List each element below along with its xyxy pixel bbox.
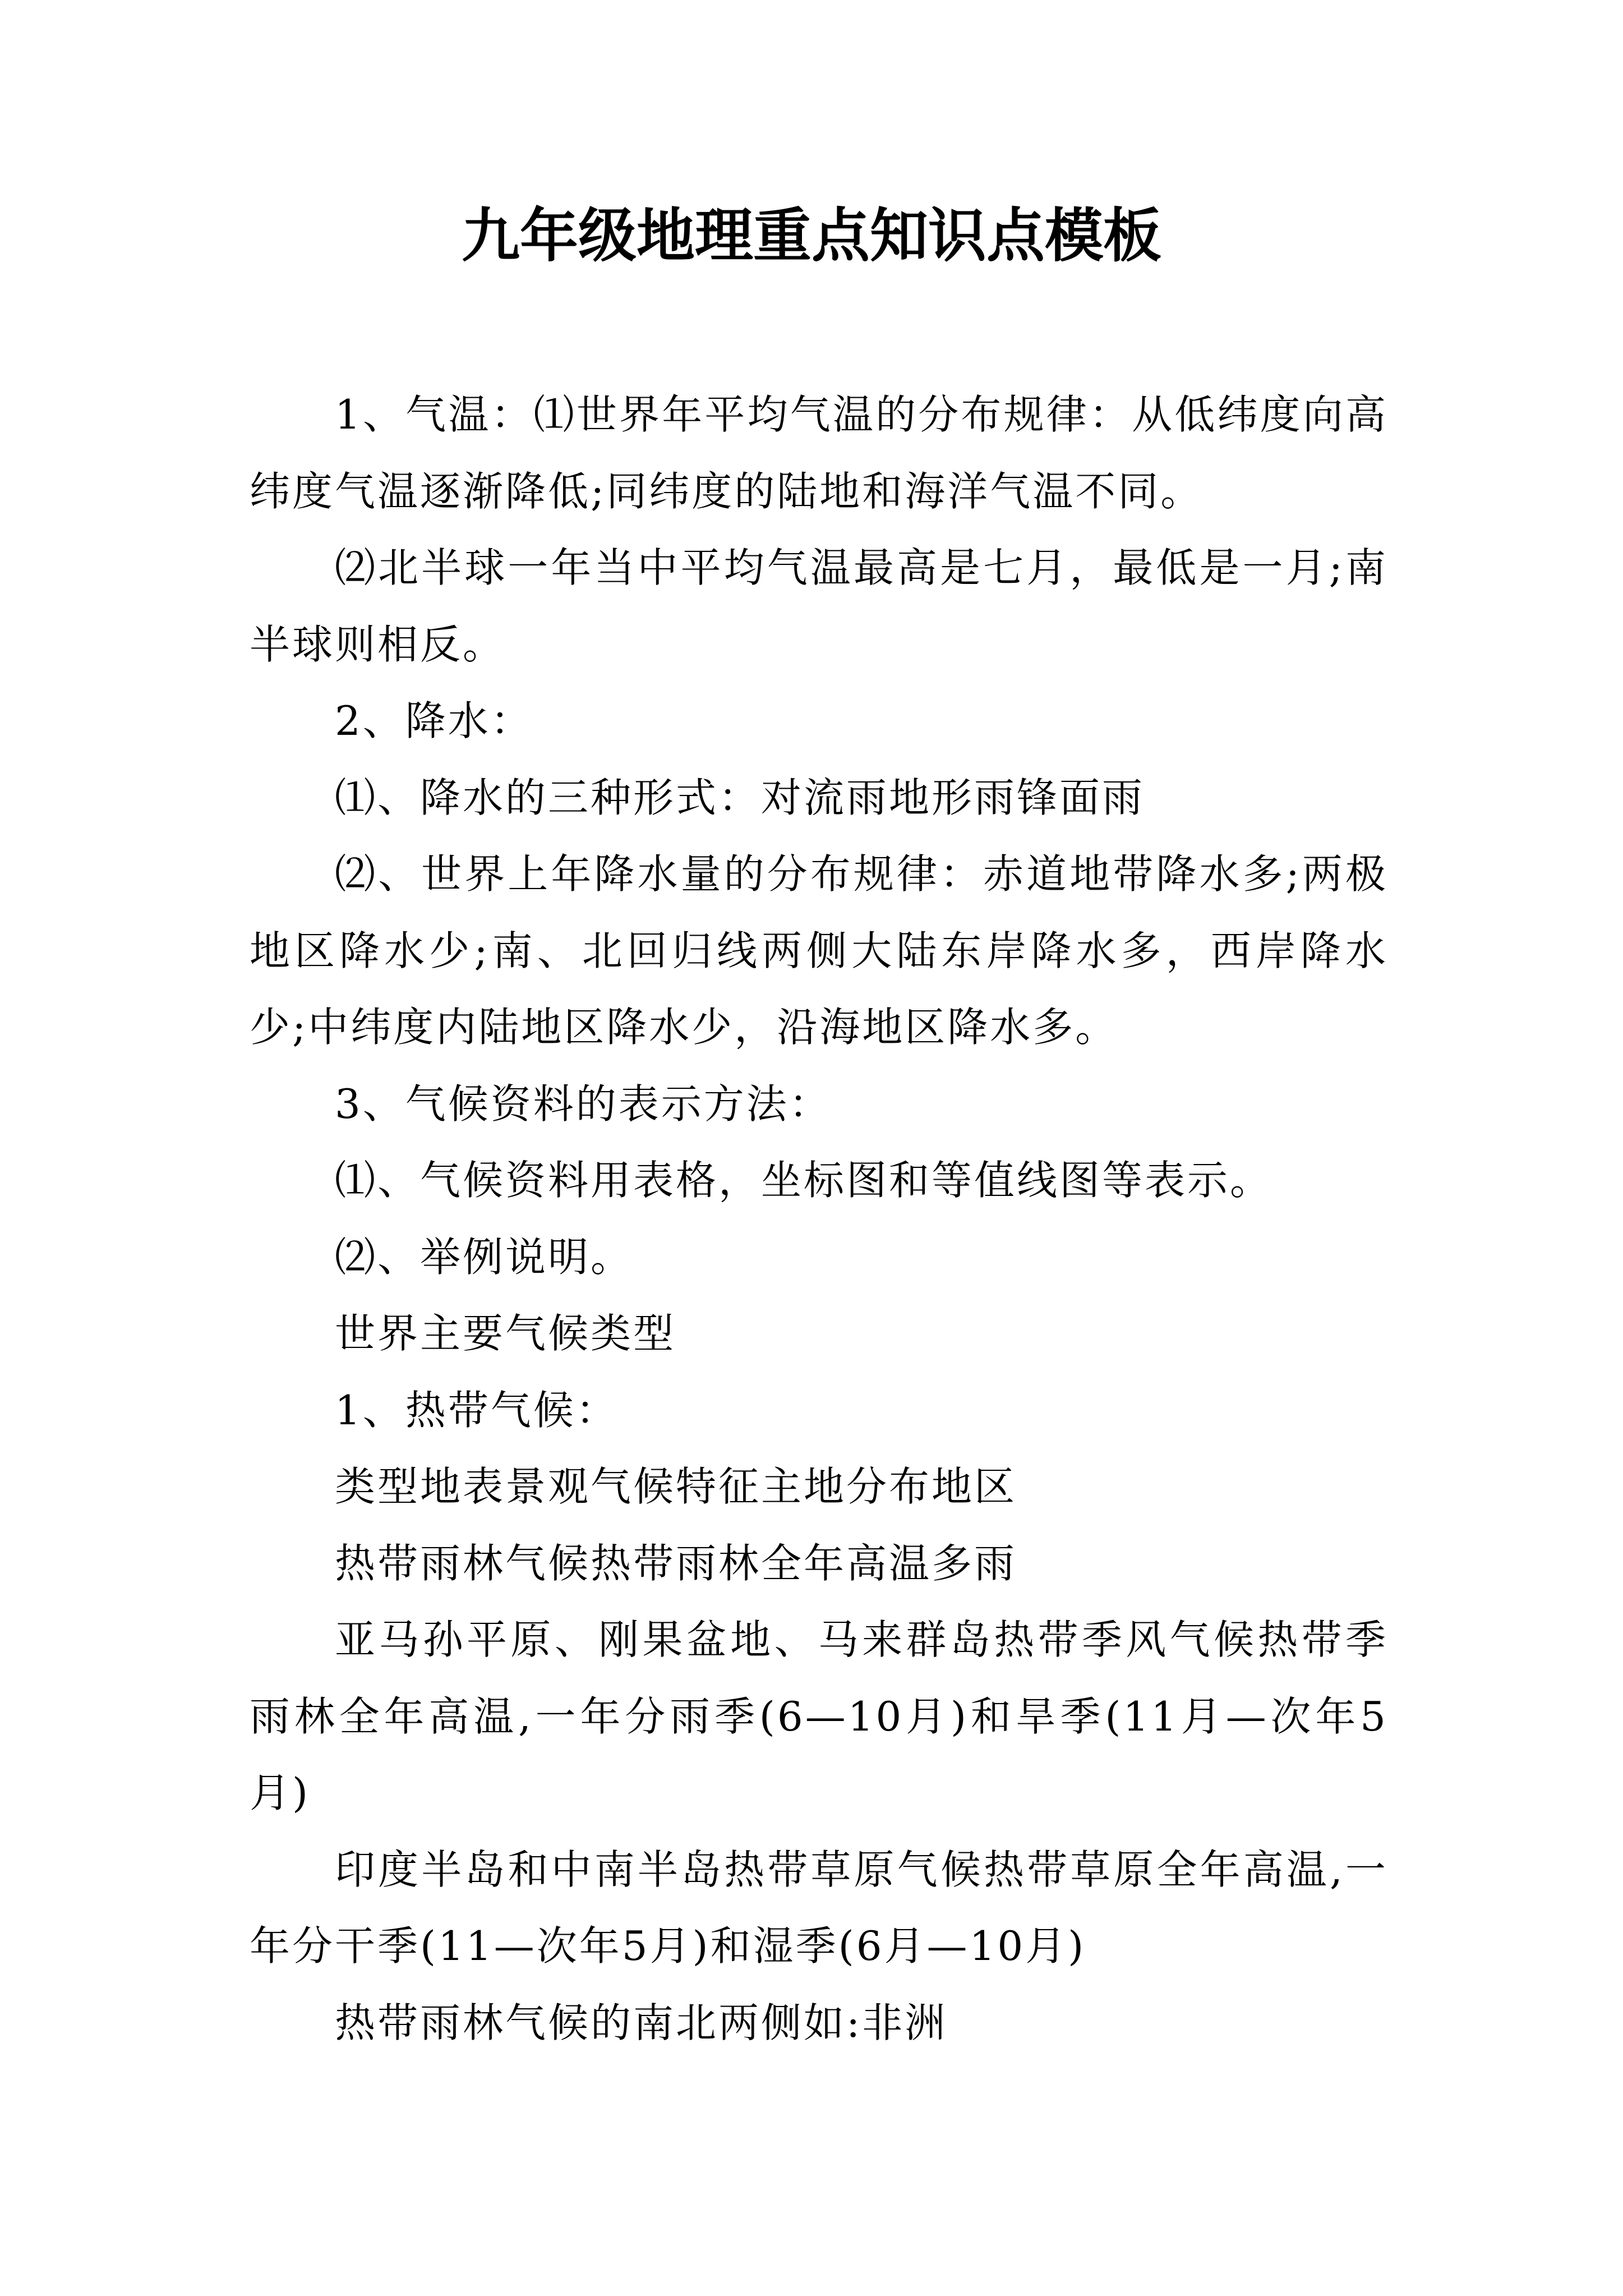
paragraph-climate-types-heading: 世界主要气候类型 <box>335 1310 676 1357</box>
paragraph-rainforest-climate: 热带雨林气候热带雨林全年高温多雨 <box>335 1539 1017 1587</box>
paragraph-tropical-heading: 1、热带气候： <box>335 1386 619 1434</box>
paragraph-climate-data-methods: ⑴、气候资料用表格，坐标图和等值线图等表示。 <box>335 1157 1273 1204</box>
document-title: 九年级地理重点知识点模板 <box>461 201 1161 270</box>
paragraph-precipitation-forms: ⑴、降水的三种形式：对流雨地形雨锋面雨 <box>335 774 1145 821</box>
paragraph-climate-data-example: ⑵、举例说明。 <box>335 1233 634 1281</box>
paragraph-precipitation-heading: 2、降水： <box>335 697 533 744</box>
paragraph-table-header: 类型地表景观气候特征主地分布地区 <box>335 1463 1017 1510</box>
document-body <box>250 376 1388 2061</box>
paragraph-temperature-2: ⑵北半球一年当中平均气温最高是七月，最低是一月;南半球则相反。 <box>250 544 1388 668</box>
paragraph-climate-data-heading: 3、气候资料的表示方法： <box>335 1080 832 1128</box>
paragraph-savanna-distribution: 热带雨林气候的南北两侧如:非洲 <box>335 1999 948 2046</box>
paragraph-temperature-1: 1、气温：⑴世界年平均气温的分布规律：从低纬度向高纬度气温逐渐降低;同纬度的陆地和海洋气温不同。 <box>250 391 1388 515</box>
paragraph-precipitation-distribution: ⑵、世界上年降水量的分布规律：赤道地带降水多;两极地区降水少;南、北回归线两侧大陆东岸降水多，西岸降水少;中纬度内陆地区降水少，沿海地区降水多。 <box>250 850 1388 1051</box>
paragraph-savanna-climate: 印度半岛和中南半岛热带草原气候热带草原全年高温,一年分干季(11—次年5月)和湿季(6月—10月) <box>250 1846 1388 1970</box>
paragraph-monsoon-climate: 亚马孙平原、刚果盆地、马来群岛热带季风气候热带季雨林全年高温,一年分雨季(6—10月)和旱季(11月—次年5月) <box>250 1616 1388 1816</box>
